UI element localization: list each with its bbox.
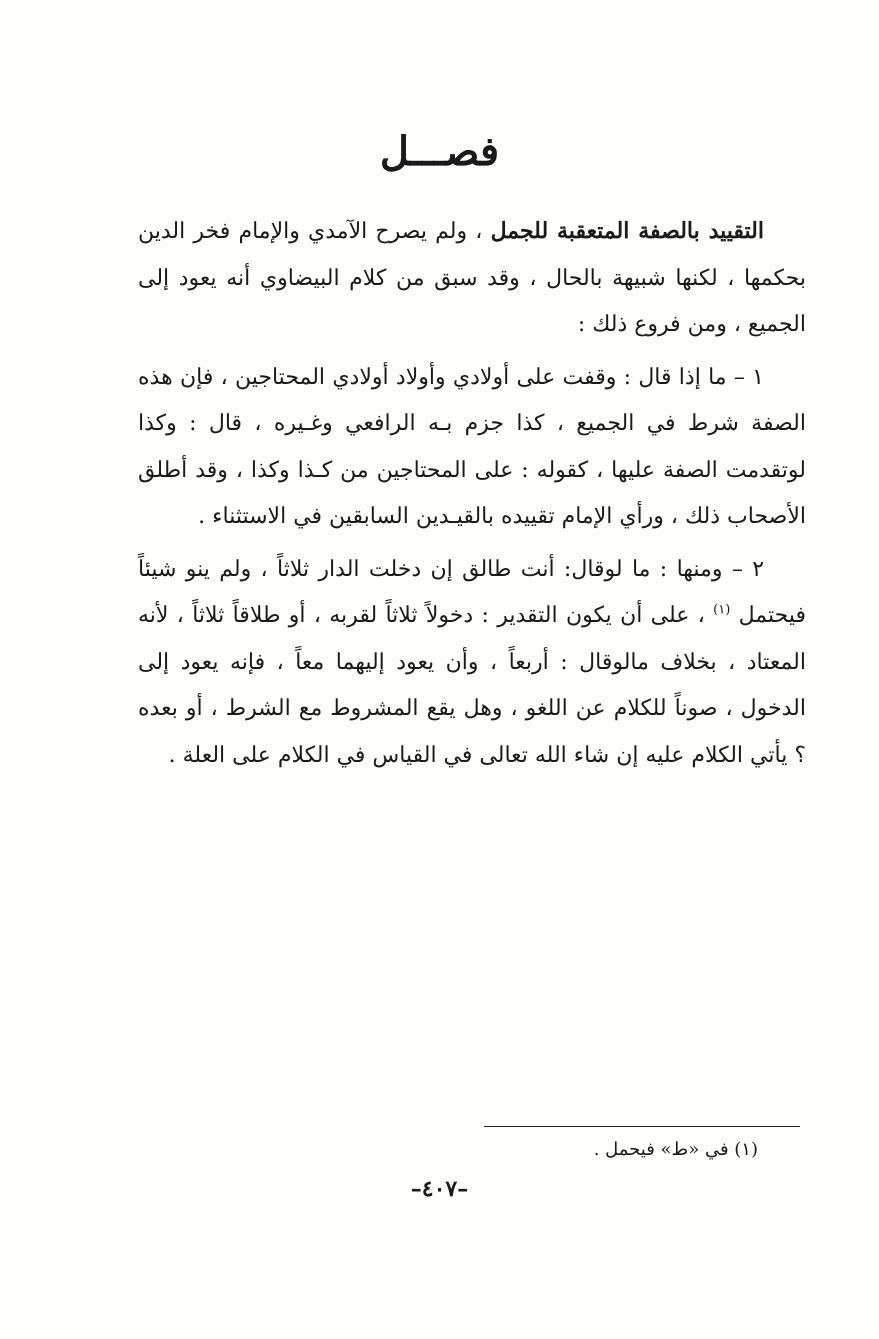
item-2-marker: ٢ –	[731, 556, 765, 582]
item-1-paragraph	[138, 355, 806, 541]
item-2-text-after: ، على أن يكون التقدير : دخولاً ثلاثاً لقربه ، أو طلاقاً ثلاثاً ، لأنه المعتاد ، بخلاف مالوقال : أربعاً ، وأن يعود إليهما معاً ، فإنه يعود إلى الدخول ، صوناً للكلام عن اللغو ، وهل يقع المشروط مع الشرط ، أو بعده ؟ يأتي الكلام عليه إن شاء الله تعالى في القياس في الكلام على العلة .	[138, 603, 806, 768]
intro-lead: التقييد بالصفة المتعقبة للجمل	[490, 218, 764, 244]
footnote-divider	[484, 1126, 800, 1127]
footnote-reference: (١)	[713, 602, 731, 618]
item-2-text-before: ومنها : ما لوقال: أنت طالق إن دخلت الدار ثلاثاً ، ولم ينو شيئاً فيحتمل	[138, 556, 806, 628]
item-2-paragraph	[138, 547, 806, 780]
section-heading: فصـــل	[379, 128, 500, 175]
intro-paragraph	[138, 208, 806, 349]
intro-text: ، ولم يصرح الآمدي والإمام فخر الدين بحكمها ، لكنها شبيهة بالحال ، وقد سبق من كلام البيضاوي أنه يعود إلى الجميع ، ومن فروع ذلك :	[138, 219, 806, 337]
item-1-text: ما إذا قال : وقفت على أولادي وأولاد أولادي المحتاجين ، فإن هذه الصفة شرط في الجميع ، كذا جزم بـه الرافعي وغـيره ، قال : وكذا لوتقدمت الصفة عليها ، كقوله : على المحتاجين من كـذا وكذا ، وقد أطلق الأصحاب ذلك ، ورأي الإمام تقييده بالقيـدين السابقين في الاستثناء .	[138, 364, 806, 529]
page-number: –٤٠٧–	[410, 1176, 469, 1202]
footnote: (١) في «ط» فيحمل .	[593, 1139, 758, 1160]
body-text	[138, 208, 806, 785]
item-1-marker: ١ –	[733, 364, 764, 390]
